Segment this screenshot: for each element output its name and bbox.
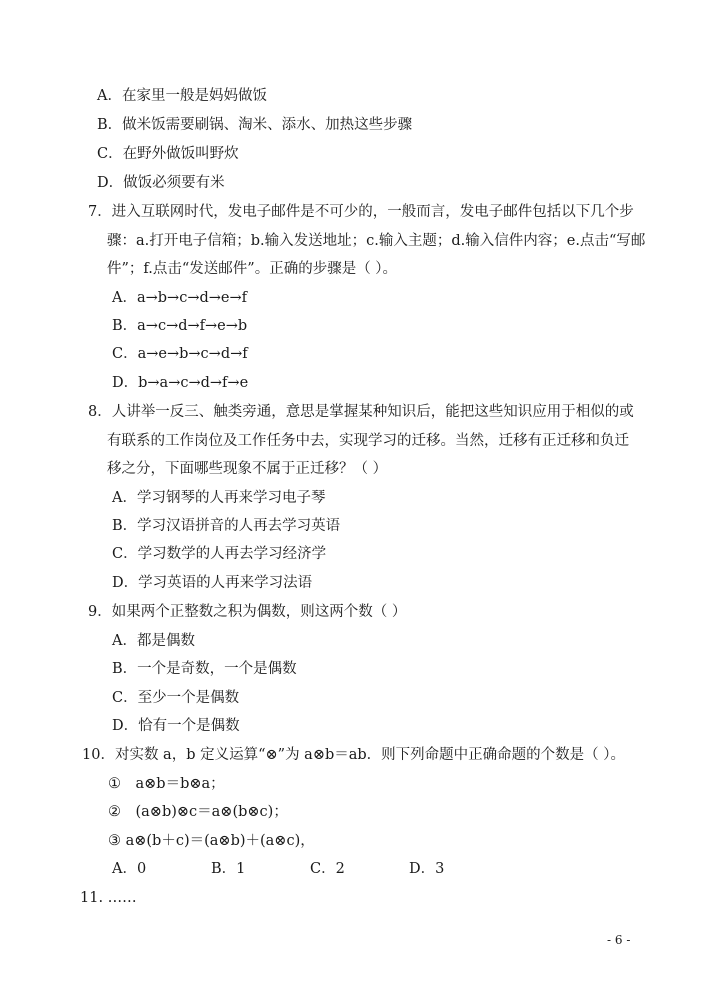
q8-option-b: B．学习汉语拼音的人再去学习英语: [112, 518, 341, 534]
q8-stem-line-3: 移之分，下面哪些现象不属于正迁移？（ ）: [107, 461, 388, 477]
q10-option-a: A．0: [112, 861, 147, 877]
q10-proposition-2: ② (a⊗b)⊗c＝a⊗(b⊗c)；: [108, 804, 288, 820]
q6-option-b: B．做米饭需要刷锅、淘米、添水、加热这些步骤: [97, 117, 413, 133]
q6-option-a: A．在家里一般是妈妈做饭: [97, 88, 267, 104]
q10-options-row: [112, 859, 508, 879]
q7-option-d: D．b→a→c→d→f→e: [112, 375, 249, 391]
q7-stem-line-2: 骤：a.打开电子信箱；b.输入发送地址；c.输入主题；d.输入信件内容；e.点击“写邮: [107, 233, 646, 249]
q6-option-d: D．做饭必须要有米: [97, 175, 225, 191]
q6-option-c: C．在野外做饭叫野炊: [97, 146, 239, 162]
q10-option-b: B．1: [211, 861, 246, 877]
q11-stem: 11. ……: [80, 890, 137, 906]
q7-option-b: B．a→c→d→f→e→b: [112, 318, 248, 334]
q9-stem: 9．如果两个正整数之积为偶数，则这两个数（ ）: [88, 604, 407, 620]
q9-option-c: C．至少一个是偶数: [112, 690, 240, 706]
q8-option-c: C．学习数学的人再去学习经济学: [112, 546, 327, 562]
q8-option-d: D．学习英语的人再来学习法语: [112, 575, 313, 591]
q7-stem-line-3: 件”；f.点击“发送邮件”。正确的步骤是（ ）。: [107, 261, 398, 277]
q7-stem-line-1: 7．进入互联网时代，发电子邮件是不可少的，一般而言，发电子邮件包括以下几个步: [88, 204, 634, 220]
q9-option-a: A．都是偶数: [112, 633, 195, 649]
q8-stem-line-1: 8．人讲举一反三、触类旁通，意思是掌握某种知识后，能把这些知识应用于相似的或: [88, 404, 634, 420]
q8-option-a: A．学习钢琴的人再来学习电子琴: [112, 490, 326, 506]
q8-stem-line-2: 有联系的工作岗位及工作任务中去，实现学习的迁移。当然，迁移有正迁移和负迁: [107, 433, 629, 449]
page-number: - 6 -: [607, 933, 631, 947]
q10-stem: 10．对实数 a，b 定义运算“⊗”为 a⊗b＝ab．则下列命题中正确命题的个数是（ ）。: [82, 747, 626, 763]
q7-option-c: C．a→e→b→c→d→f: [112, 346, 248, 362]
q9-option-b: B．一个是奇数，一个是偶数: [112, 661, 297, 677]
q9-option-d: D．恰有一个是偶数: [112, 718, 240, 734]
q10-option-d: D．3: [409, 861, 445, 877]
q10-proposition-1: ① a⊗b＝b⊗a；: [108, 776, 225, 792]
q10-option-c: C．2: [310, 861, 345, 877]
q7-option-a: A．a→b→c→d→e→f: [112, 290, 247, 306]
q10-proposition-3: ③ a⊗(b＋c)＝(a⊗b)＋(a⊗c)，: [108, 833, 315, 849]
